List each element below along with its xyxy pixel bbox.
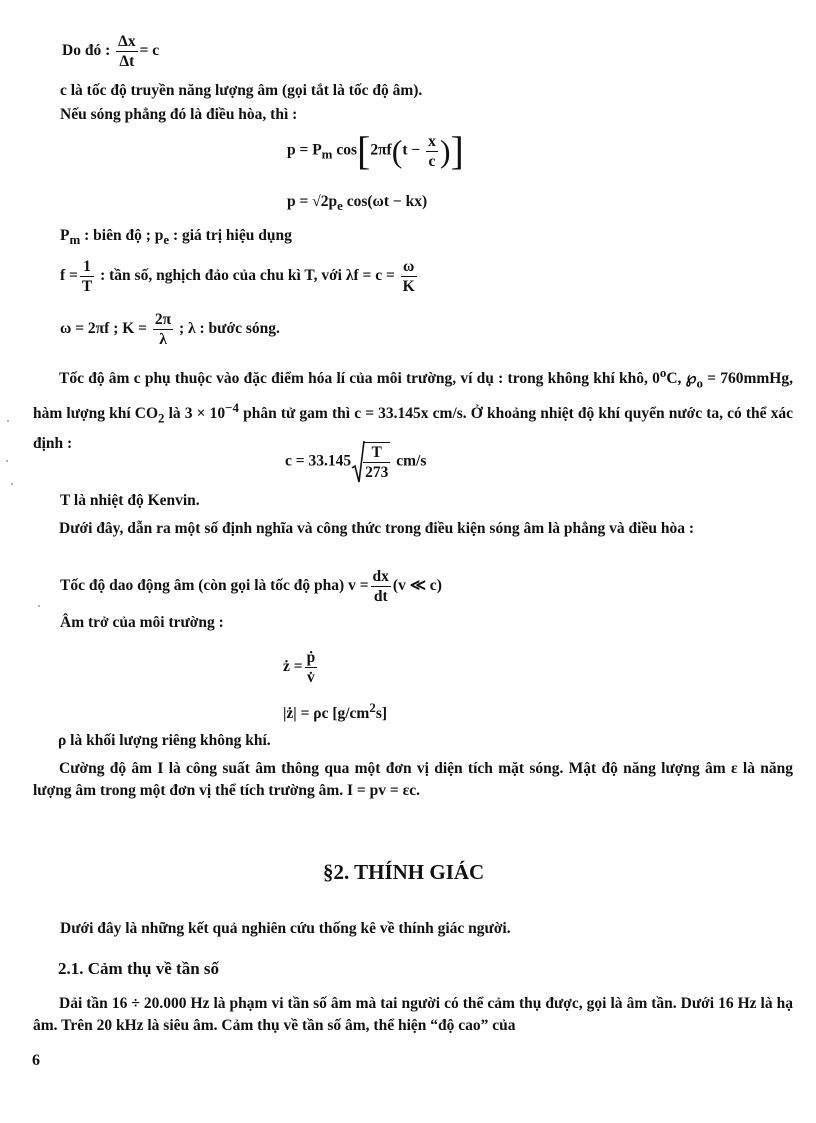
para-text: là 3 × 10 bbox=[168, 405, 226, 423]
eq-term: p = √2p bbox=[287, 193, 338, 210]
eq-term: 2πf bbox=[370, 141, 392, 159]
def-term: : biên độ ; p bbox=[84, 227, 164, 244]
equation-harmonic bbox=[287, 128, 464, 173]
frac-denominator: Δt bbox=[119, 53, 135, 70]
eq-term: |ż| = ρc [g/cm bbox=[283, 705, 370, 723]
frac-numerator: ω bbox=[401, 257, 417, 277]
bracket-left-icon: [ bbox=[356, 128, 371, 173]
frac-numerator: x bbox=[428, 132, 436, 150]
eq-term: cos bbox=[336, 141, 357, 159]
eq-subscript: m bbox=[321, 146, 333, 162]
bracket-right-icon: ] bbox=[450, 128, 464, 173]
para-text: C, ℘ bbox=[666, 370, 697, 388]
equation-impedance bbox=[283, 648, 319, 687]
definition-amplitude bbox=[60, 227, 292, 248]
def-subscript: m bbox=[69, 232, 81, 248]
section-title: §2. THÍNH GIÁC bbox=[323, 860, 485, 884]
frac-denominator: λ bbox=[159, 331, 167, 348]
eq-term: Tốc độ dao động âm (còn gọi là tốc độ pha) v = bbox=[60, 577, 369, 595]
eq-term: p = P bbox=[287, 141, 322, 159]
def-term: P bbox=[60, 227, 70, 244]
equation-particle-velocity bbox=[60, 567, 442, 606]
scan-speck bbox=[11, 483, 13, 485]
eq-unit: cm/s bbox=[396, 452, 427, 470]
frac-numerator: ṗ bbox=[306, 649, 316, 666]
paren-left-icon: ( bbox=[391, 133, 403, 169]
fraction-2pi-lambda bbox=[153, 310, 173, 349]
frac-numerator: dx bbox=[372, 568, 389, 585]
fraction-omega-K bbox=[401, 257, 417, 296]
paragraph-intensity: Cường độ âm I là công suất âm thông qua một đơn vị diện tích mặt sóng. Mật độ năng lượng âm ε là năng lượng âm trong một đơn vị thể tích trường âm. I = pv = εc. bbox=[33, 760, 793, 799]
paragraph-definitions: Dưới đây, dẫn ra một số định nghĩa và công thức trong điều kiện sóng âm là phẳng và điều hòa : bbox=[59, 520, 694, 537]
frac-numerator: 1 bbox=[80, 257, 94, 277]
eq-subscript: e bbox=[337, 198, 343, 214]
definition-omega bbox=[60, 310, 280, 349]
eq-term: cos(ωt − kx) bbox=[346, 193, 428, 210]
frac-denominator: dt bbox=[373, 588, 388, 605]
frac-numerator: Δx bbox=[118, 33, 136, 50]
scan-speck bbox=[6, 460, 8, 462]
para-superscript: −4 bbox=[225, 400, 239, 416]
equation-speed-temperature bbox=[285, 440, 426, 484]
eq-term: (v ≪ c) bbox=[392, 577, 442, 595]
para-superscript: o bbox=[659, 365, 667, 380]
subsection-heading: 2.1. Cảm thụ về tần số bbox=[58, 959, 220, 978]
para-subscript: 2 bbox=[158, 410, 165, 426]
frac-numerator: 2π bbox=[154, 311, 172, 328]
para-text: phân tử gam thì c = 33.145x cm/s. Ở khoảng nhiệt độ khí quyển nước ta, có thể xác định : bbox=[33, 405, 794, 452]
scan-speck bbox=[7, 420, 9, 422]
eq-term: s] bbox=[375, 705, 388, 723]
fraction-dx-dt bbox=[116, 32, 137, 71]
fraction-dx-dt bbox=[371, 567, 391, 606]
frac-numerator: T bbox=[363, 443, 390, 463]
text-line: T là nhiệt độ Kenvin. bbox=[60, 492, 200, 509]
text-line: Dưới đây là những kết quả nghiên cứu thống kê về thính giác người. bbox=[60, 920, 511, 937]
fraction-x-c bbox=[426, 132, 438, 171]
eq-superscript: 2 bbox=[369, 700, 376, 715]
text-line: c là tốc độ truyền năng lượng âm (gọi tắt là tốc độ âm). bbox=[60, 82, 423, 99]
frac-denominator: T bbox=[81, 278, 93, 295]
def-term: : giá trị hiệu dụng bbox=[172, 227, 292, 244]
eq-term: t − bbox=[402, 141, 421, 159]
def-term: ; λ : bước sóng. bbox=[179, 320, 280, 338]
definition-frequency bbox=[60, 257, 419, 296]
text-line: Nếu sóng phẳng đó là điều hòa, thì : bbox=[60, 106, 298, 123]
eq-term: c = 33.145 bbox=[285, 452, 352, 470]
frac-denominator: c bbox=[428, 152, 436, 170]
frac-denominator: K bbox=[402, 278, 415, 295]
label-do-do: Do đó : bbox=[62, 42, 111, 60]
scan-speck bbox=[38, 605, 40, 607]
fraction-T-273 bbox=[363, 442, 390, 482]
frac-denominator: v̇ bbox=[307, 669, 315, 686]
def-term: : tần số, nghịch đảo của chu kì T, với λf = c = bbox=[100, 267, 395, 285]
para-text: = 760mmHg, hàm lượng khí CO bbox=[33, 370, 793, 423]
equation-impedance-magnitude bbox=[283, 700, 387, 723]
eq-velocity-ratio bbox=[62, 32, 159, 71]
equation-rms bbox=[287, 193, 427, 214]
paragraph-frequency: Dải tần 16 ÷ 20.000 Hz là phạm vi tần số âm mà tai người có thể cảm thụ được, gọi là âm tần. Dưới 16 Hz là hạ âm. Trên 20 kHz là siêu âm. Cảm thụ về tần số âm, thể hiện “độ cao” của bbox=[33, 995, 793, 1034]
fraction-p-v bbox=[305, 648, 318, 687]
def-term: f = bbox=[60, 267, 78, 285]
def-term: ω = 2πf ; K = bbox=[60, 320, 147, 338]
paren-right-icon: ) bbox=[439, 133, 451, 169]
eq-c: = c bbox=[139, 42, 160, 60]
def-subscript: e bbox=[163, 232, 170, 248]
eq-term: ż = bbox=[283, 658, 303, 676]
fraction-1-T bbox=[80, 257, 94, 296]
para-text: Tốc độ âm c phụ thuộc vào đặc điểm hóa lí của môi trường, ví dụ : trong không khí khô, 0 bbox=[59, 370, 660, 388]
frac-denominator: 273 bbox=[365, 464, 389, 481]
page-number: 6 bbox=[32, 1052, 40, 1069]
text-line: ρ là khối lượng riêng không khí. bbox=[58, 732, 271, 749]
para-subscript: o bbox=[696, 375, 703, 391]
text-line: Âm trở của môi trường : bbox=[60, 614, 224, 631]
